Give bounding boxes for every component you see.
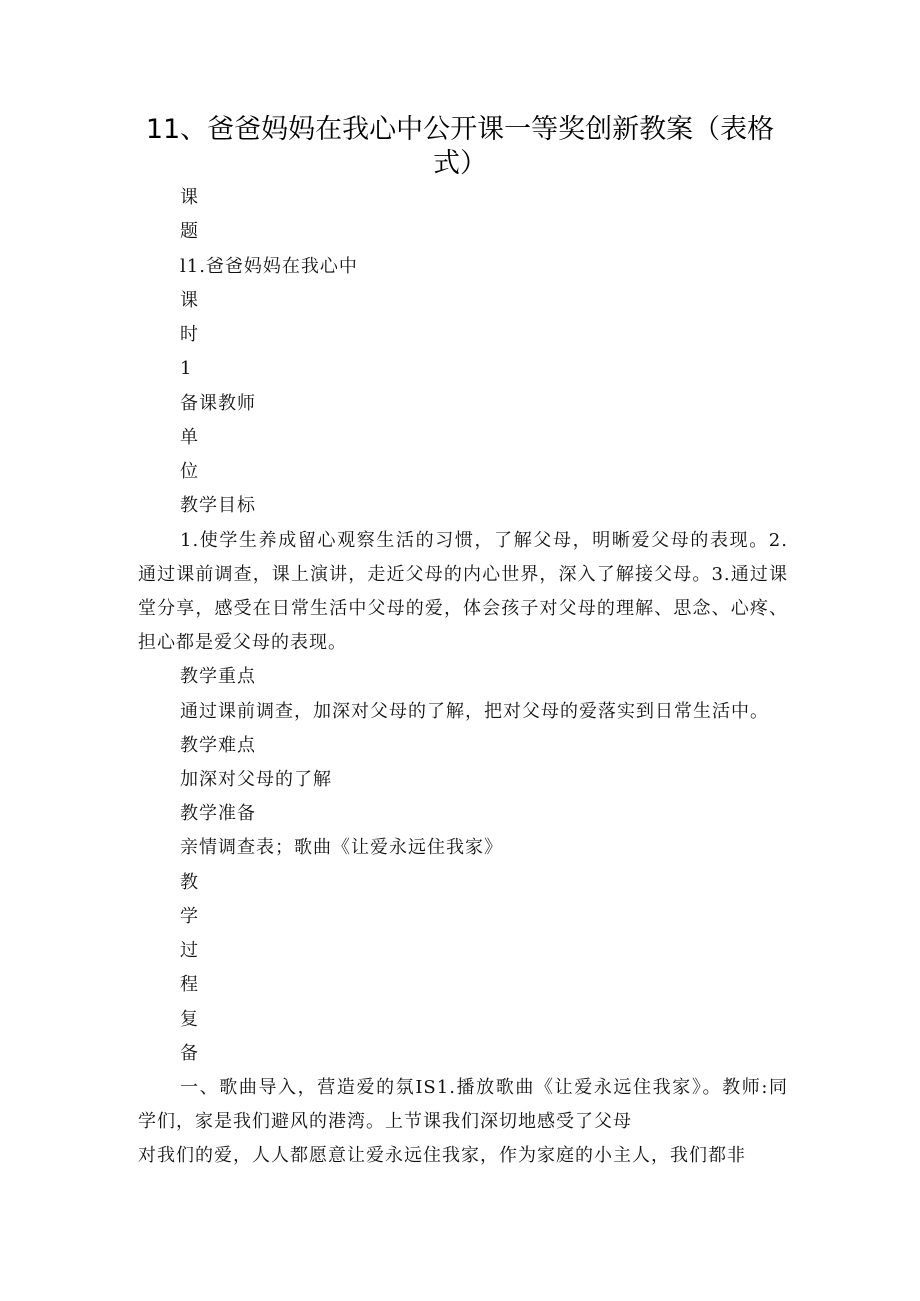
process-paragraph: 一、歌曲导入，营造爱的氛IS1.播放歌曲《让爱永远住我家》。教师:同学们，家是我们避风的港湾。上节课我们深切地感受了父母: [138, 1077, 788, 1132]
document-title-line-2: 式）: [433, 148, 487, 179]
field-label-process-3: 过: [180, 940, 199, 961]
difficulties-value: 加深对父母的了解: [180, 769, 332, 790]
field-label-objectives: 教学目标: [180, 495, 256, 516]
field-label-key-points: 教学重点: [180, 666, 256, 687]
field-label-review-2: 备: [180, 1043, 199, 1064]
field-label-period-1: 课: [180, 290, 199, 311]
period-value: 1: [180, 358, 193, 379]
field-label-review-1: 复: [180, 1009, 199, 1030]
field-label-topic-1: 课: [180, 187, 199, 208]
field-label-difficulties: 教学难点: [180, 735, 256, 756]
key-points-value: 通过课前调查，加深对父母的了解，把对父母的爱落实到日常生活中。: [180, 701, 769, 722]
objectives-paragraph: 1.使学生养成留心观察生活的习惯，了解父母，明晰爱父母的表现。2.通过课前调查，课上演讲，走近父母的内心世界，深入了解接父母。3.通过课堂分享，感受在日常生活中父母的爱，体会孩子对父母的理解、思念、心疼、担心都是爱父母的表现。: [138, 530, 788, 653]
field-label-unit-1: 单: [180, 427, 199, 448]
field-label-period-2: 时: [180, 324, 199, 345]
process-continuation-line: 对我们的爱，人人都愿意让爱永远住我家，作为家庭的小主人，我们都非: [138, 1145, 746, 1166]
field-label-topic-2: 题: [180, 221, 199, 242]
field-label-process-1: 教: [180, 872, 199, 893]
field-label-process-4: 程: [180, 974, 199, 995]
document-title-line-1: 11、爸爸妈妈在我心中公开课一等奖创新教案（表格: [145, 114, 775, 145]
topic-value: l1.爸爸妈妈在我心中: [180, 256, 358, 277]
preparation-value: 亲情调查表；歌曲《让爱永远住我家》: [180, 837, 503, 858]
field-label-preparation: 教学准备: [180, 803, 256, 824]
field-label-teacher: 备课教师: [180, 393, 256, 414]
field-label-process-2: 学: [180, 906, 199, 927]
field-label-unit-2: 位: [180, 461, 199, 482]
